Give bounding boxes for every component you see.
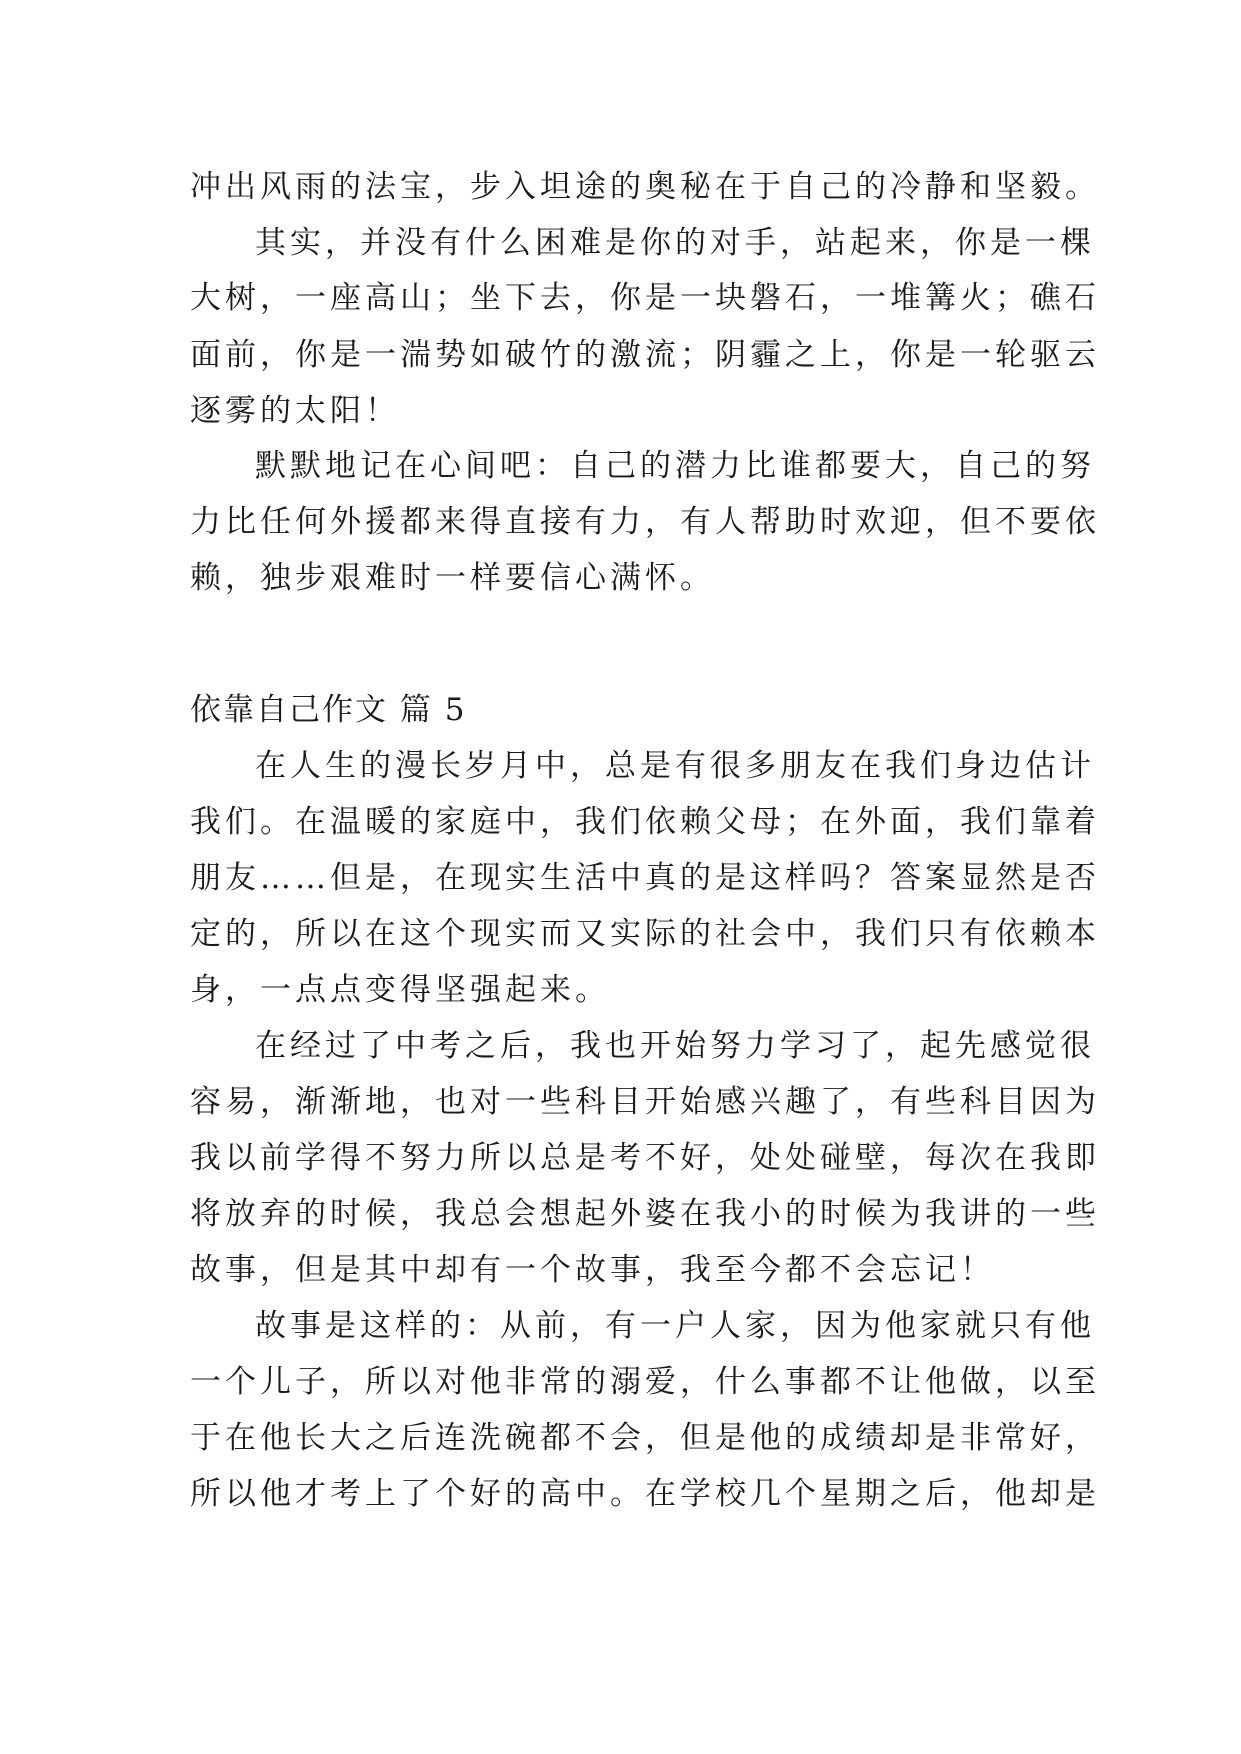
text-line: 我们。在温暖的家庭中，我们依赖父母；在外面，我们靠着: [190, 804, 1100, 840]
text-line: 在人生的漫长岁月中，总是有很多朋友在我们身边估计: [255, 748, 1095, 784]
text-line: 于在他长大之后连洗碗都不会，但是他的成绩却是非常好，: [190, 1420, 1100, 1456]
text-line: 容易，渐渐地，也对一些科目开始感兴趣了，有些科目因为: [190, 1084, 1100, 1120]
text-line: 其实，并没有什么困难是你的对手，站起来，你是一棵: [255, 225, 1095, 261]
text-line: 逐雾的太阳！: [190, 393, 400, 429]
text-line: 故事是这样的：从前，有一户人家，因为他家就只有他: [255, 1308, 1095, 1344]
text-line: 故事，但是其中却有一个故事，我至今都不会忘记！: [190, 1252, 995, 1288]
text-line: 面前，你是一湍势如破竹的激流；阴霾之上，你是一轮驱云: [190, 337, 1100, 373]
text-line: 所以他才考上了个好的高中。在学校几个星期之后，他却是: [190, 1476, 1100, 1512]
text-line: 我以前学得不努力所以总是考不好，处处碰壁，每次在我即: [190, 1140, 1100, 1176]
text-line: 在经过了中考之后，我也开始努力学习了，起先感觉很: [255, 1028, 1095, 1064]
text-line: 朋友……但是，在现实生活中真的是这样吗？答案显然是否: [190, 860, 1100, 896]
text-line: 默默地记在心间吧：自己的潜力比谁都要大，自己的努: [255, 448, 1095, 484]
text-line: 定的，所以在这个现实而又实际的社会中，我们只有依赖本: [190, 916, 1100, 952]
text-line: 将放弃的时候，我总会想起外婆在我小的时候为我讲的一些: [190, 1196, 1100, 1232]
text-line: 大树，一座高山；坐下去，你是一块磐石，一堆篝火；礁石: [190, 280, 1100, 316]
text-line: 赖，独步艰难时一样要信心满怀。: [190, 560, 715, 596]
text-line: 冲出风雨的法宝，步入坦途的奥秘在于自己的冷静和坚毅。: [190, 169, 1100, 205]
text-line: 身，一点点变得坚强起来。: [190, 972, 610, 1008]
section-heading: 依靠自己作文 篇 5: [190, 692, 467, 728]
text-line: 一个儿子，所以对他非常的溺爱，什么事都不让他做，以至: [190, 1364, 1100, 1400]
text-line: 力比任何外援都来得直接有力，有人帮助时欢迎，但不要依: [190, 504, 1100, 540]
